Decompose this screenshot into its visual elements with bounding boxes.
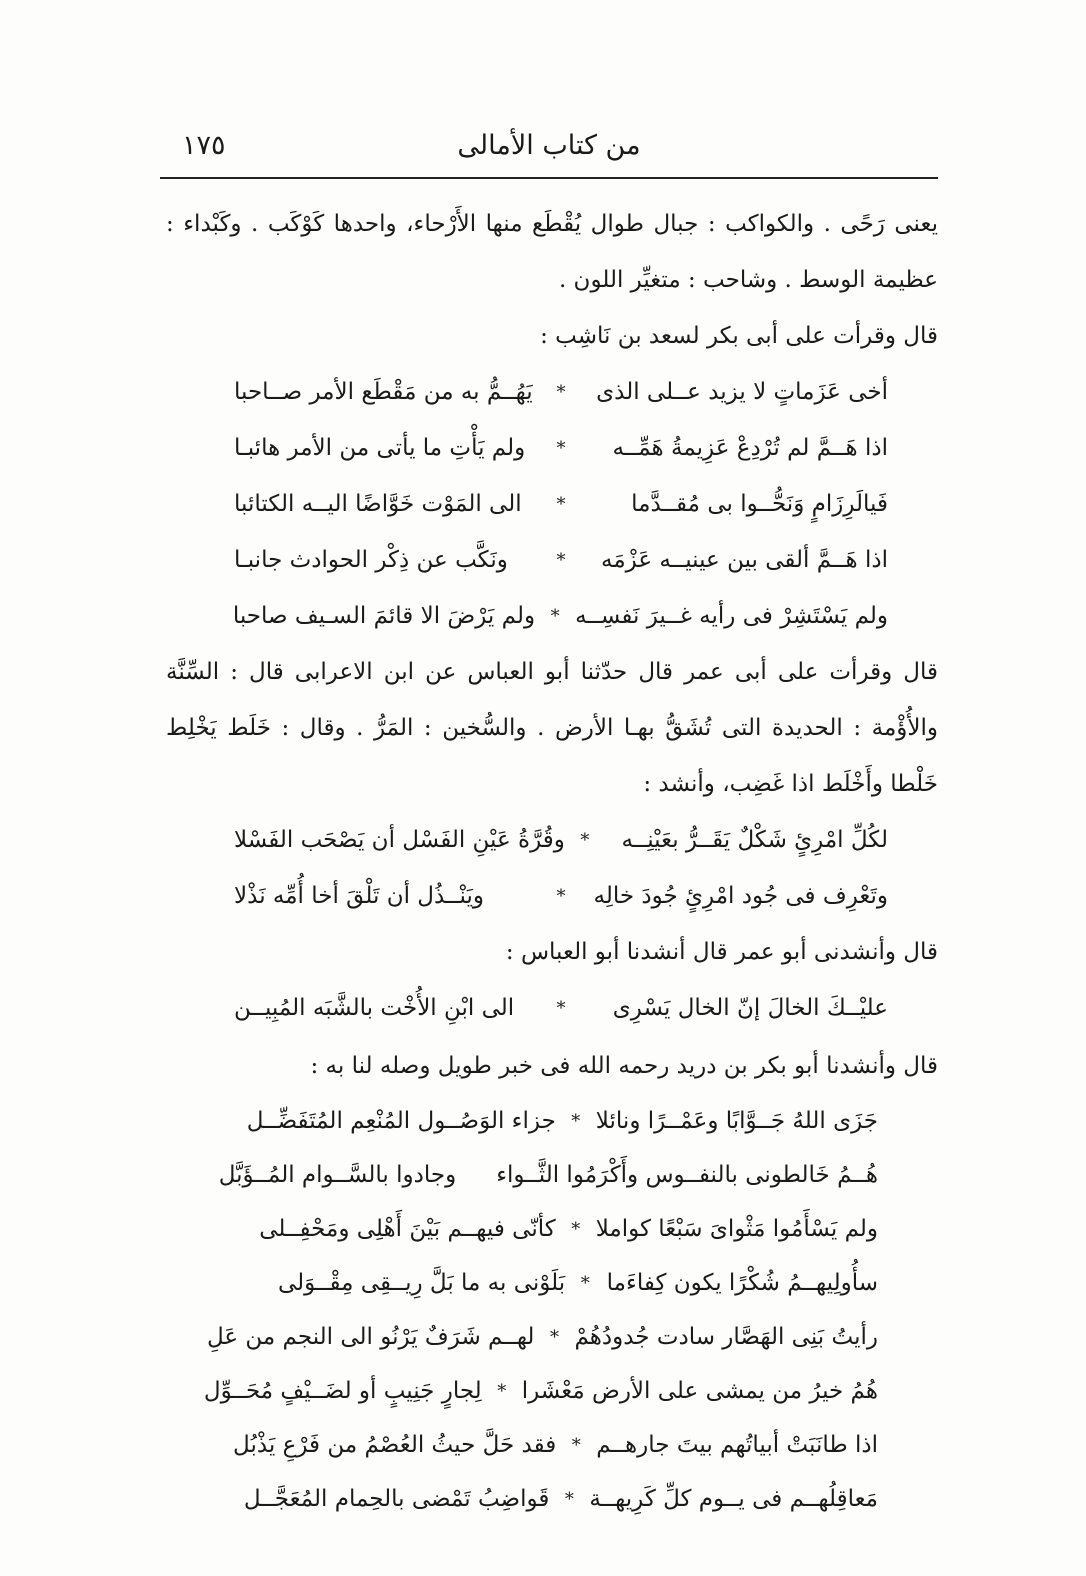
- verse-second-hemistich: لِجارٍ جَنِيبٍ أو لضَــيْفٍ مُحَــوِّل: [203, 1378, 482, 1404]
- verse-second-hemistich: فقد حَلَّ حيثُ العُصْمُ من فَرْعِ يَذْبُل: [233, 1432, 557, 1458]
- verse-first-hemistich: مَعاقِلُهــم فى يــوم كلِّ كَرِيهــة: [589, 1486, 878, 1512]
- verse-first-hemistich: ولم يَسْتَشِرْ فى رأيه غــيرَ نَفسِــه: [575, 603, 888, 629]
- verse: [243, 1472, 878, 1526]
- verse: [206, 1310, 878, 1364]
- verse-second-hemistich: قَواضِبُ تَمْضى بالحِمام المُعَجَّــل: [243, 1486, 550, 1512]
- intro-ibn-durayd: قال وأنشدنا أبو بكر بن دريد رحمه الله فى خبر طويل وصله لنا به :: [310, 1053, 938, 1079]
- verse-separator: *: [571, 1110, 581, 1132]
- verse-first-hemistich: وتَعْرِف فى جُود امْرِئٍ جُودَ خالِه: [593, 883, 888, 909]
- verse-second-hemistich: الى ابْنِ الأُخْت بالشَّبَه المُبِيــن: [234, 995, 515, 1021]
- verse: [234, 588, 888, 644]
- verse: [234, 364, 888, 420]
- poem-shakl: [166, 812, 938, 924]
- verse-separator: *: [571, 1434, 581, 1456]
- intro-abu-al-abbas: قال وأنشدنى أبو عمر قال أنشدنا أبو العباس :: [505, 939, 938, 965]
- verse-first-hemistich: اذا هَــمَّ لم تُرْدِعْ عَزِيمةُ هَمِّــه: [612, 435, 888, 461]
- verse-second-hemistich: ولم يَأْتِ ما يأتى من الأمر هائبـا: [234, 435, 526, 461]
- verse-second-hemistich: جزاء الوَصُــول المُنْعِم المُتَفَضِّــل: [246, 1108, 556, 1134]
- verse: [218, 1148, 878, 1202]
- verse-separator: *: [556, 493, 566, 515]
- verse: [203, 1364, 878, 1418]
- poem-saad-bin-nashib: [166, 364, 938, 644]
- verse-separator: *: [564, 1488, 574, 1510]
- verse: [259, 1202, 878, 1256]
- verse-first-hemistich: هُمُ خيرُ من يمشى على الأرض مَعْشَرا: [521, 1378, 878, 1404]
- poem-ibn-durayd: [166, 1094, 938, 1526]
- verse-first-hemistich: سأُولِيهــمُ شُكْرًا يكون كِفاءَما: [606, 1270, 878, 1296]
- verse-second-hemistich: ولم يَرْضَ الا قائمَ السـيف صاحبا: [232, 603, 536, 629]
- paragraph-ibn-al-arabi: قال وقرأت على أبى عمر قال حدّثنا أبو العباس عن ابن الاعرابى قال : السِّنَّة والأُؤْمة : الحديدة التى تُشَقُّ بهـا الأرض . والسُّخين : المَرُّ . وقال : خَلَط يَخْلِط خَلْطا وأَخْلَط اذا غَضِب، وأنشد :: [166, 659, 938, 797]
- verse-separator: *: [556, 997, 566, 1019]
- intro-saad-bin-nashib: قال وقرأت على أبى بكر لسعد بن نَاشِب :: [540, 323, 938, 349]
- header-rule: [160, 177, 938, 179]
- verse-first-hemistich: فَيالَرِزَامٍ وَنَحُّــوا بى مُقــدَّما: [631, 491, 888, 517]
- verse: [233, 1418, 878, 1472]
- page-number: ١٧٥: [182, 130, 226, 161]
- verse-second-hemistich: كأنّى فيهــم بَيْنَ أَهْلِى ومَحْفِــلى: [259, 1216, 556, 1242]
- verse-separator: *: [556, 437, 566, 459]
- verse: [234, 532, 888, 588]
- verse-separator: *: [571, 1218, 581, 1240]
- page-header: [160, 128, 938, 168]
- verse: [234, 812, 888, 868]
- page-body: [166, 196, 938, 1526]
- verse-second-hemistich: الى المَوْت خَوَّاضًا اليــه الكتائبا: [234, 491, 522, 517]
- verse-second-hemistich: يَهُــمُّ به من مَقْطَع الأمر صــاحبا: [234, 379, 533, 405]
- verse-first-hemistich: ولم يَسْأَمُوا مَثْواىَ سَبْعًا كواملا: [595, 1216, 878, 1242]
- verse-first-hemistich: اذا طانَبَتْ أبياتُهم بيتَ جارهــم: [596, 1432, 878, 1458]
- verse-first-hemistich: اذا هَــمَّ ألقى بين عينيــه عَزْمَه: [601, 547, 888, 573]
- verse-separator: *: [556, 381, 566, 403]
- verse-first-hemistich: رأيتُ بَنِى الهَصَّار سادت جُدودُهُمْ: [574, 1324, 878, 1350]
- verse-separator: *: [580, 1272, 590, 1294]
- verse-separator: *: [549, 1326, 559, 1348]
- verse-second-hemistich: بَلَوْنى به ما بَلَّ رِيــقِى مِقْــوَلى: [278, 1270, 566, 1296]
- verse-first-hemistich: جَزَى اللهُ جَــوَّابًا وعَمْــرًا ونائلا: [595, 1108, 878, 1134]
- poem-al-khal: [166, 980, 938, 1036]
- verse-first-hemistich: عليْــكَ الخالَ إنّ الخال يَسْرِى: [612, 995, 888, 1021]
- verse: [246, 1094, 878, 1148]
- verse: [234, 420, 888, 476]
- verse-separator: *: [550, 605, 560, 627]
- verse-first-hemistich: لكُلِّ امْرِئٍ شَكْلٌ يَقَــرُّ بعَيْنِــه: [621, 827, 888, 853]
- verse-second-hemistich: وجادوا بالسَّــوام المُــؤَبَّل: [218, 1162, 457, 1188]
- gloss-paragraph: يعنى رَحًى . والكواكب : جبال طوال يُقْطَع منها الأَرْحاء، واحدها كَوْكَب . وكَبْداء : عظيمة الوسط . وشاحب : متغيِّر اللون .: [166, 211, 938, 293]
- verse-separator: *: [556, 885, 566, 907]
- verse: [234, 868, 888, 924]
- verse: [234, 476, 888, 532]
- verse: [234, 980, 888, 1036]
- verse: [278, 1256, 878, 1310]
- verse-separator: *: [556, 549, 566, 571]
- verse-separator: *: [580, 829, 590, 851]
- verse-first-hemistich: أخى عَزَماتٍ لا يزيد عــلى الذى: [596, 379, 888, 405]
- verse-second-hemistich: ويَنْــذُل أن تَلْقَ أخا أُمِّه نَذْلا: [234, 883, 484, 909]
- verse-separator: *: [497, 1380, 507, 1402]
- verse-second-hemistich: لهــم شَرَفٌ يَرْنُو الى النجم من عَلِ: [206, 1324, 535, 1350]
- verse-first-hemistich: هُــمُ خَالطونى بالنفــوس وأَكْرَمُوا الثَّــواء: [496, 1162, 878, 1188]
- verse-second-hemistich: ونَكَّب عن ذِكْر الحوادث جانبـا: [234, 547, 508, 573]
- verse-second-hemistich: وقُرَّةُ عَيْنِ الفَسْل أن يَصْحَب الفَسْلا: [234, 827, 565, 853]
- running-title: من كتاب الأمالى: [457, 130, 641, 161]
